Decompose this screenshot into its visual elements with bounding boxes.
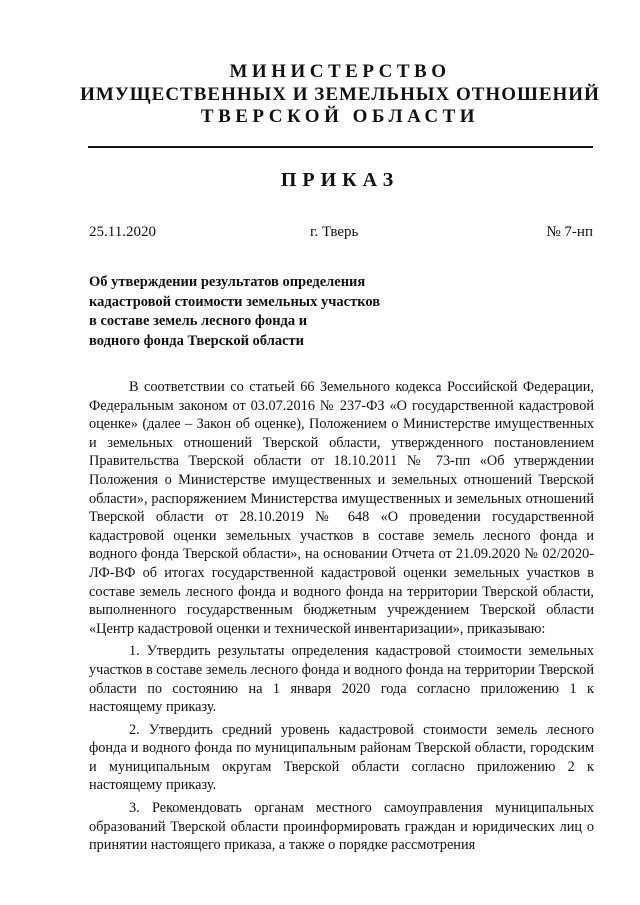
document-city: г. Тверь <box>310 224 359 240</box>
title-line-3: в составе земель лесного фонда и <box>89 313 308 329</box>
document-title <box>89 273 449 351</box>
document-type: ПРИКАЗ <box>280 169 400 191</box>
title-line-1: Об утверждении результатов определения <box>89 274 366 290</box>
order-item-3: 3. Рекомендовать органам местного самоуправления муниципальных образований Тверской области проинформировать граждан и юридических лиц о принятии настоящего приказа, а также о порядке рассмотрения <box>89 800 594 854</box>
ministry-name-line-1: МИНИСТЕРСТВО <box>229 61 451 82</box>
order-item-1: 1. Утвердить результаты определения кадастровой стоимости земельных участков в составе земель лесного фонда и водного фонда на территории Тверской области по состоянию на 1 января 2020 года согласно приложению 1 к настоящему приказу. <box>89 643 594 716</box>
document-number: № 7-нп <box>546 224 593 240</box>
title-line-2: кадастровой стоимости земельных участков <box>89 293 381 310</box>
title-line-4: водного фонда Тверской области <box>89 332 304 349</box>
document-body <box>89 378 594 859</box>
order-item-2: 2. Утвердить средний уровень кадастровой стоимости земель лесного фонда и водного фонда по муниципальным районам Тверской области, городским и муниципальным округам Тверской области согласно приложению 2 к настоящему приказу. <box>89 721 594 794</box>
ministry-name-line-3: ТВЕРСКОЙ ОБЛАСТИ <box>200 106 480 127</box>
document-date: 25.11.2020 <box>89 224 156 240</box>
header-divider <box>88 146 593 148</box>
ministry-name-line-2: ИМУЩЕСТВЕННЫХ И ЗЕМЕЛЬНЫХ ОТНОШЕНИЙ <box>80 84 600 105</box>
preamble-paragraph: В соответствии со статьей 66 Земельного кодекса Российской Федерации, Федеральным законом от 03.07.2016 № 237-ФЗ «О государственной кадастровой оценке» (далее – Закон об оценке), Положением о Министерстве имущественных и земельных отношений Тверской области, утвержденного постановлением Правительства Тверской области от 18.10.2011 № 73-пп «Об утверждении Положения о Министерстве имущественных и земельных отношений Тверской области», распоряжением Министерства имущественных и земельных отношений Тверской области от 28.10.2019 № 648 «О проведении государственной кадастровой оценки земельных участков в составе земель лесного фонда и водного фонда Тверской области», на основании Отчета от 21.09.2020 № 02/2020-ЛФ-ВФ об итогах государственной кадастровой оценки земельных участков в составе земель лесного фонда и водного фонда на территории Тверской области, выполненного государственным бюджетным учреждением Тверской области «Центр кадастровой оценки и технической инвентаризации», приказываю: <box>89 379 594 637</box>
